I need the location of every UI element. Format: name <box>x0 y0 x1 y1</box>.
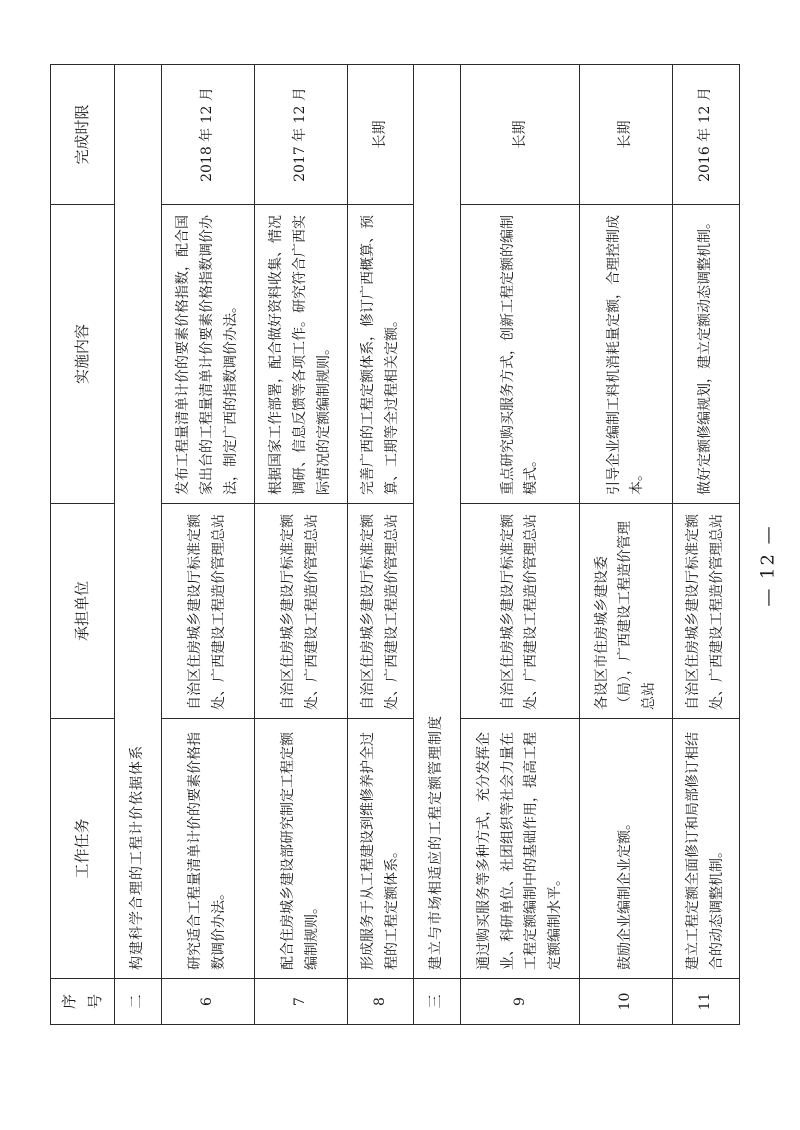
row-number: 11 <box>673 979 740 1025</box>
header-work-task: 工作任务 <box>51 719 115 979</box>
header-serial-no: 序号 <box>51 979 115 1025</box>
section-number: 三 <box>414 979 461 1025</box>
row-content: 根据国家工作部署，配合做好资料收集、情况调研、信息反馈等各项工作。研究符合广西实际情况的定额编制规则。 <box>254 205 347 504</box>
table-row <box>347 65 414 1025</box>
row-content: 重点研究购买服务方式，创新工程定额的编制模式。 <box>461 205 580 504</box>
header-implementation-content: 实施内容 <box>51 205 115 504</box>
row-unit: 各设区市住房城乡建设委（局），广西建设工程造价管理总站 <box>580 504 673 719</box>
row-task: 形成服务于从工程建设到维修养护全过程的工程定额体系。 <box>347 719 414 979</box>
row-number: 10 <box>580 979 673 1025</box>
row-deadline: 2017 年 12 月 <box>254 65 347 205</box>
row-number: 6 <box>162 979 255 1025</box>
row-unit: 自治区住房城乡建设厅标准定额处、广西建设工程造价管理总站 <box>461 504 580 719</box>
row-number: 8 <box>347 979 414 1025</box>
page-number: — 12 — <box>757 523 779 607</box>
table-row <box>254 65 347 1025</box>
row-unit: 自治区住房城乡建设厅标准定额处、广西建设工程造价管理总站 <box>673 504 740 719</box>
document-sheet <box>50 65 740 1025</box>
header-responsible-unit: 承担单位 <box>51 504 115 719</box>
row-deadline: 长期 <box>347 65 414 205</box>
row-task: 鼓励企业编制企业定额。 <box>580 719 673 979</box>
row-deadline: 长期 <box>461 65 580 205</box>
section-row <box>115 65 162 1025</box>
row-content: 做好定额修编规划，建立定额动态调整机制。 <box>673 205 740 504</box>
row-unit: 自治区住房城乡建设厅标准定额处、广西建设工程造价管理总站 <box>347 504 414 719</box>
table-header-row <box>51 65 115 1025</box>
row-content: 完善广西的工程定额体系，修订广西概算、预算、工期等全过程相关定额。 <box>347 205 414 504</box>
row-task: 研究适合工程量清单计价的要素价格指数调价办法。 <box>162 719 255 979</box>
row-deadline: 2018 年 12 月 <box>162 65 255 205</box>
row-number: 7 <box>254 979 347 1025</box>
row-task: 建立工程定额全面修订和局部修订相结合的动态调整机制。 <box>673 719 740 979</box>
row-deadline: 2016 年 12 月 <box>673 65 740 205</box>
row-content: 发布工程量清单计价的要素价格指数，配合国家出台的工程量清单计价要素价格指数调价办法，制定广西的指数调价办法。 <box>162 205 255 504</box>
section-title: 构建科学合理的工程计价依据体系 <box>115 65 162 979</box>
row-task: 配合住房城乡建设部研究制定工程定额编制规则。 <box>254 719 347 979</box>
table-row <box>580 65 673 1025</box>
table-row <box>162 65 255 1025</box>
work-task-table <box>50 64 740 1025</box>
table-row <box>673 65 740 1025</box>
row-deadline: 长期 <box>580 65 673 205</box>
table-row <box>461 65 580 1025</box>
section-title: 建立与市场相适应的工程定额管理制度 <box>414 65 461 979</box>
row-content: 引导企业编制工料机消耗量定额，合理控制成本。 <box>580 205 673 504</box>
row-unit: 自治区住房城乡建设厅标准定额处、广西建设工程造价管理总站 <box>162 504 255 719</box>
section-number: 二 <box>115 979 162 1025</box>
page-number-footer <box>748 0 788 1130</box>
header-deadline: 完成时限 <box>51 65 115 205</box>
row-task: 通过购买服务等多种方式，充分发挥企业、科研单位、社团组织等社会力量在工程定额编制中的基础作用，提高工程定额编制水平。 <box>461 719 580 979</box>
section-row <box>414 65 461 1025</box>
row-unit: 自治区住房城乡建设厅标准定额处、广西建设工程造价管理总站 <box>254 504 347 719</box>
row-number: 9 <box>461 979 580 1025</box>
